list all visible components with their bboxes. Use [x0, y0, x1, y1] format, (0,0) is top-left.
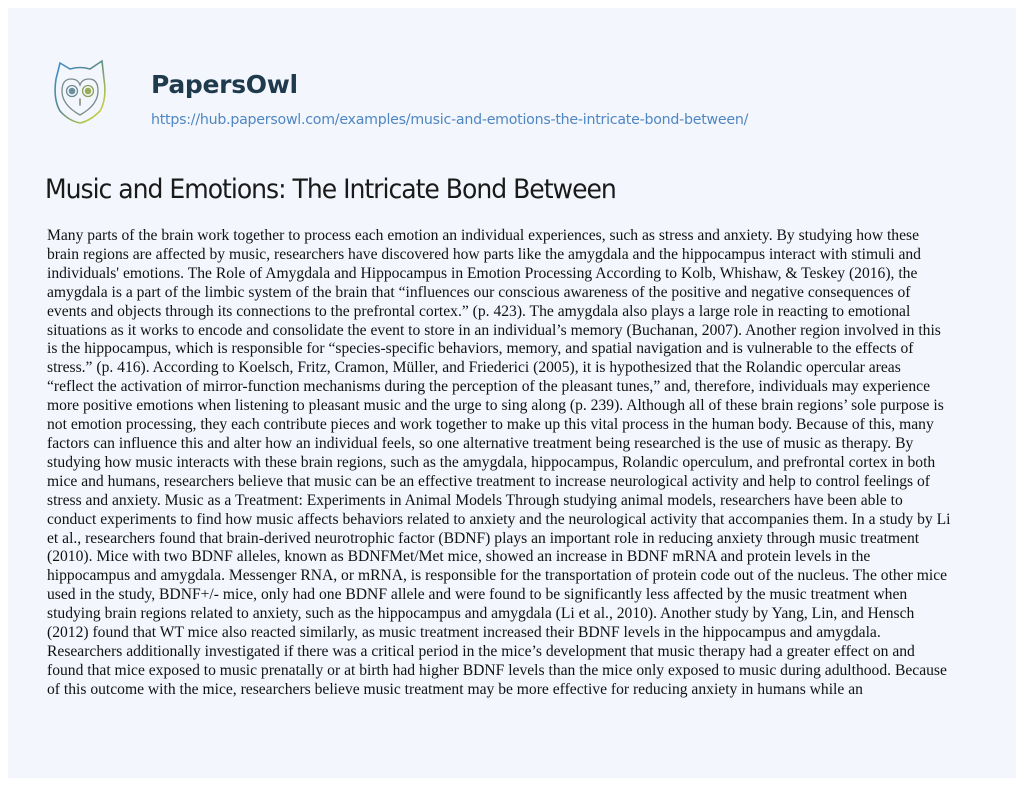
body-line: events and objects through its connections to the prefrontal cortex.” (p. 423). The amygdala also plays a large role in reacting to emotional [47, 302, 911, 320]
body-line: is the hippocampus, which is responsible for “species-specific behaviors, memory, and spatial navigation and is vulnerable to the effects of [47, 340, 914, 358]
body-line: (2012) found that WT mice also reacted similarly, as music treatment increased their BDNF levels in the hippocampus and amygdala. [47, 624, 881, 642]
body-line: used in the study, BDNF+/- mice, only had one BDNF allele and were found to be significantly less affected by the music treatment when [47, 586, 908, 604]
body-line: more positive emotions when listening to pleasant music and the urge to sing along (p. 239). Although all of these brain regions’ sole purpose is [47, 397, 944, 415]
body-line: individuals' emotions. The Role of Amygdala and Hippocampus in Emotion Processing According to Kolb, Whishaw, & Teskey (2016), the [47, 264, 918, 282]
body-line: stress and anxiety. Music as a Treatment: Experiments in Animal Models Through studying animal models, researchers have been able to [47, 491, 903, 509]
body-line: et al., researchers found that brain-derived neurotrophic factor (BDNF) plays an important role in reducing anxiety through music treatment [47, 529, 920, 547]
header [8, 8, 1016, 158]
body-line: hippocampus and amygdala. Messenger RNA, or mRNA, is responsible for the transportation of protein code out of the nucleus. The other mice [47, 567, 948, 585]
body-line: not emotion processing, they each contribute pieces and work together to make up this vital process in the human body. Because of this, many [47, 416, 934, 434]
body-line: studying how music interacts with these brain regions, such as the amygdala, hippocampus, Rolandic operculum, and prefrontal cortex in both [47, 453, 936, 471]
body-line: brain regions are affected by music, researchers have discovered how parts like the amygdala and the hippocampus interact with stimuli and [47, 245, 921, 263]
document-body [47, 227, 987, 700]
owl-logo-icon [52, 57, 108, 125]
body-line: mice and humans, researchers believe that music can be an effective treatment to increase neurological activity and help to control feelings of [47, 472, 930, 490]
document-title: Music and Emotions: The Intricate Bond Between [45, 174, 616, 205]
body-line: situations as it works to encode and consolidate the event to store in an individual’s memory (Buchanan, 2007). Another region involved in this [47, 321, 941, 339]
body-line: Many parts of the brain work together to process each emotion an individual experiences, such as stress and anxiety. By studying how these [47, 227, 920, 244]
body-line: Researchers additionally investigated if there was a critical period in the mice’s development that music therapy had a greater effect on and [47, 642, 915, 660]
body-line: “reflect the activation of mirror-function mechanisms during the perception of the pleasant tunes,” and, therefore, individuals may experience [47, 378, 930, 396]
body-line: (2010). Mice with two BDNF alleles, known as BDNFMet/Met mice, showed an increase in BDNF mRNA and protein levels in the [47, 548, 871, 566]
body-line: factors can influence this and alter how an individual feels, so one alternative treatment being researched is the use of music as therapy. By [47, 434, 914, 452]
body-line: of this outcome with the mice, researchers believe music treatment may be more effective for reducing anxiety in humans while an [47, 680, 863, 698]
body-line: found that mice exposed to music prenatally or at birth had higher BDNF levels than the mice only exposed to music during adulthood. Because [47, 661, 947, 679]
body-line: conduct experiments to find how music affects behaviors related to anxiety and the neurological activity that accompanies them. In a study by Li [47, 510, 951, 528]
body-line: stress.” (p. 416). According to Koelsch, Fritz, Cramon, Müller, and Friederici (2005), it is hypothesized that the Rolandic opercular areas [47, 359, 901, 377]
source-url-link[interactable]: https://hub.papersowl.com/examples/music-and-emotions-the-intricate-bond-between/ [151, 112, 749, 128]
brand-name: PapersOwl [151, 70, 298, 99]
body-line: studying brain regions related to anxiety, such as the hippocampus and amygdala (Li et al., 2010). Another study by Yang, Lin, and Hensch [47, 605, 915, 623]
document-card [8, 8, 1016, 778]
body-line: amygdala is a part of the limbic system of the brain that “influences our conscious awareness of the positive and negative consequences of [47, 283, 911, 301]
